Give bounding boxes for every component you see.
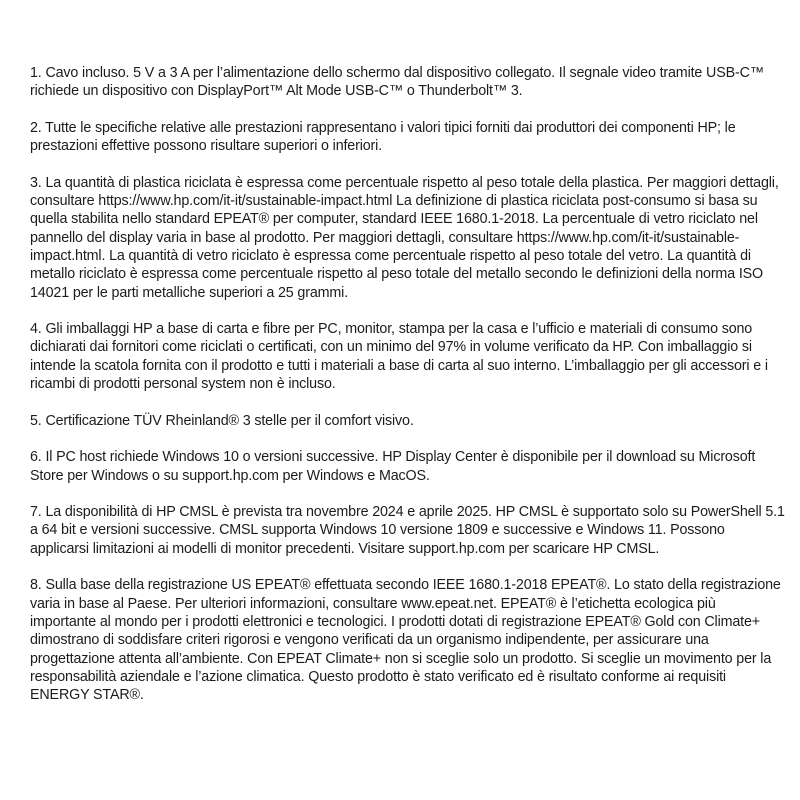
footnote-4: 4. Gli imballaggi HP a base di carta e fibre per PC, monitor, stampa per la casa e l’ufficio e materiali di consumo sono dichiarati dai fornitori come riciclati o certificati, con un minimo del 97% in volume verificato da HP. Con imballaggio si intende la scatola fornita con il prodotto e tutti i materiali a base di carta al suo interno. L’imballaggio per gli accessori e i ricambi di prodotti personal system non è incluso. (30, 321, 768, 393)
footnote-8: 8. Sulla base della registrazione US EPEAT® effettuata secondo IEEE 1680.1-2018 EPEAT®. Lo stato della registrazione varia in base al Paese. Per ulteriori informazioni, consultare www.epeat.net. EPEAT® è l’etichetta ecologica più importante al mondo per i prodotti elettronici e tecnologici. I prodotti dotati di registrazione EPEAT® Gold con Climate+ dimostrano di soddisfare criteri rigorosi e vengono verificati da un organismo indipendente, per assicurare una progettazione attenta all’ambiente. Con EPEAT Climate+ non si sceglie solo un prodotto. Si sceglie un movimento per la responsabilità aziendale e l’azione climatica. Questo prodotto è stato verificato ed è risultato conforme ai requisiti ENERGY STAR®. (30, 577, 781, 704)
footnote-2: 2. Tutte le specifiche relative alle prestazioni rappresentano i valori tipici forniti dai produttori dei componenti HP; le prestazioni effettive possono risultare superiori o inferiori. (30, 119, 736, 155)
footnote-7: 7. La disponibilità di HP CMSL è prevista tra novembre 2024 e aprile 2025. HP CMSL è supportato solo su PowerShell 5.1 a 64 bit e versioni successive. CMSL supporta Windows 10 versione 1809 e successive e Windows 11. Possono applicarsi limitazioni ai modelli di monitor precedenti. Visitare support.hp.com per scaricare HP CMSL. (30, 504, 785, 557)
footnotes-section (30, 64, 785, 704)
footnote-5: 5. Certificazione TÜV Rheinland® 3 stelle per il comfort visivo. (30, 412, 414, 429)
footnote-6: 6. Il PC host richiede Windows 10 o versioni successive. HP Display Center è disponibile per il download su Microsoft Store per Windows o su support.hp.com per Windows e MacOS. (30, 449, 756, 484)
footnote-1: 1. Cavo incluso. 5 V a 3 A per l’alimentazione dello schermo dal dispositivo collegato. Il segnale video tramite USB-C™ richiede un dispositivo con DisplayPort™ Alt Mode USB-C™ o Thunderbolt™ 3. (30, 65, 764, 100)
footnote-3: 3. La quantità di plastica riciclata è espressa come percentuale rispetto al peso totale della plastica. Per maggiori dettagli, consultare https://www.hp.com/it-it/sustainable-impact.html La definizione di plastica riciclata post-consumo si basa su quella stabilita nello standard EPEAT® per computer, standard IEEE 1680.1-2018. La percentuale di vetro riciclato nel pannello del display varia in base al prodotto. Per maggiori dettagli, consultare https://www.hp.com/it-it/sustainable-impact.html. La quantità di vetro riciclato è espressa come percentuale rispetto al peso totale del vetro. La quantità di metallo riciclato è espressa come percentuale rispetto al peso totale del metallo secondo le definizioni della norma ISO 14021 per le parti metalliche superiori a 25 grammi. (30, 174, 779, 301)
